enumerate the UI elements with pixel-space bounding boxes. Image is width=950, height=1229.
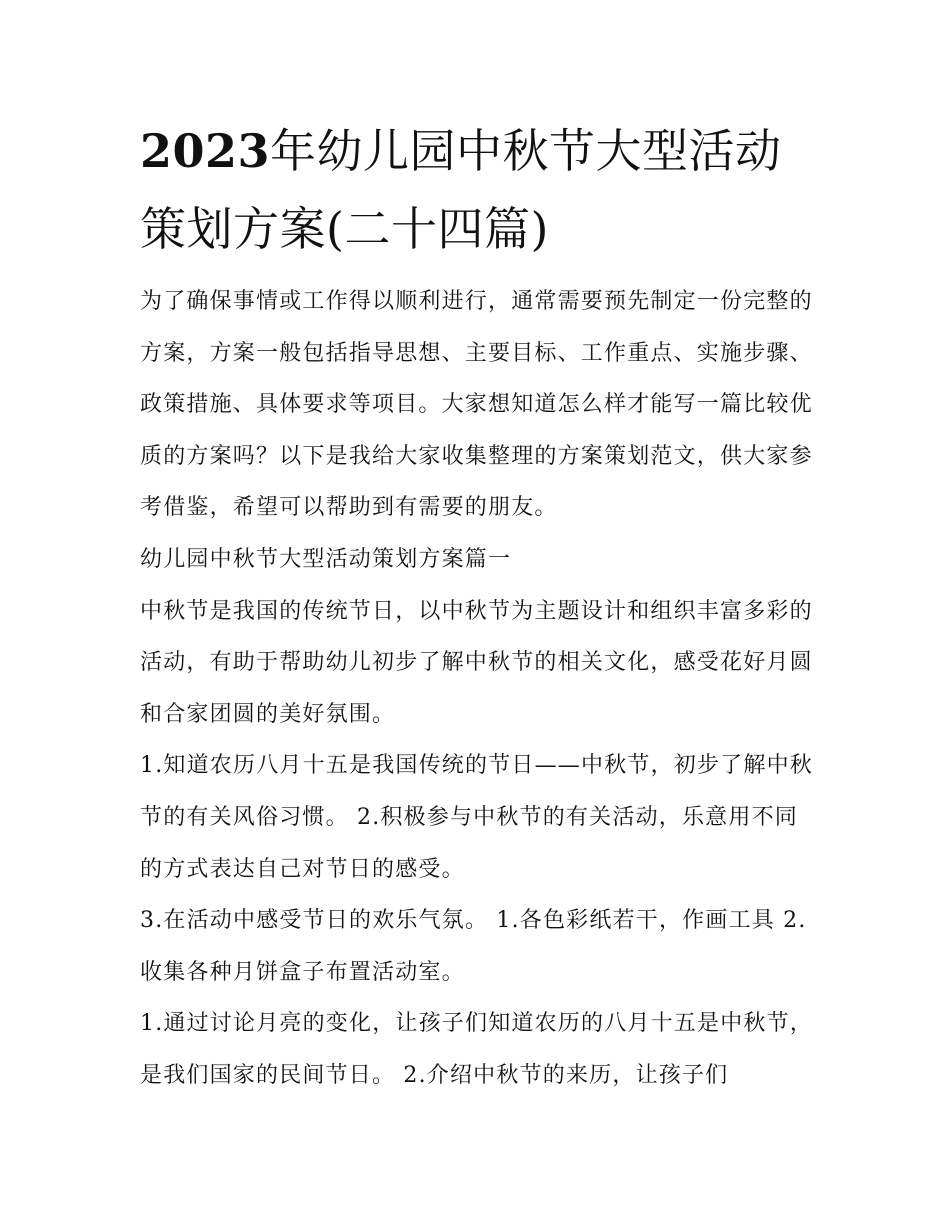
body-paragraph: 1.知道农历八月十五是我国传统的节日——中秋节，初步了解中秋节的有关风俗习惯。 2.积极参与中秋节的有关活动，乐意用不同的方式表达自己对节日的感受。 [140,753,813,882]
document-title [140,112,820,268]
body-paragraph: 1.通过讨论月亮的变化，让孩子们知道农历的八月十五是中秋节，是我们国家的民间节日。 2.介绍中秋节的来历，让孩子们 [140,1011,813,1088]
document-body [140,276,816,1102]
title-text: 年幼儿园中秋节大型活动策划方案(二十四篇) [140,124,782,256]
section-heading: 幼儿园中秋节大型活动策划方案篇一 [140,546,512,572]
body-paragraph: 3.在活动中感受节日的欢乐气氛。 1.各色彩纸若干，作画工具 2.收集各种月饼盒子布置活动室。 [140,908,807,985]
body-paragraph: 中秋节是我国的传统节日，以中秋节为主题设计和组织丰富多彩的活动，有助于帮助幼儿初步了解中秋节的相关文化，感受花好月圆和合家团圆的美好氛围。 [140,598,813,727]
intro-paragraph: 为了确保事情或工作得以顺利进行，通常需要预先制定一份完整的方案，方案一般包括指导思想、主要目标、工作重点、实施步骤、政策措施、具体要求等项目。大家想知道怎么样才能写一篇比较优质的方案吗？以下是我给大家收集整理的方案策划范文，供大家参考借鉴，希望可以帮助到有需要的朋友。 [140,289,813,521]
title-year: 2023 [140,124,271,178]
